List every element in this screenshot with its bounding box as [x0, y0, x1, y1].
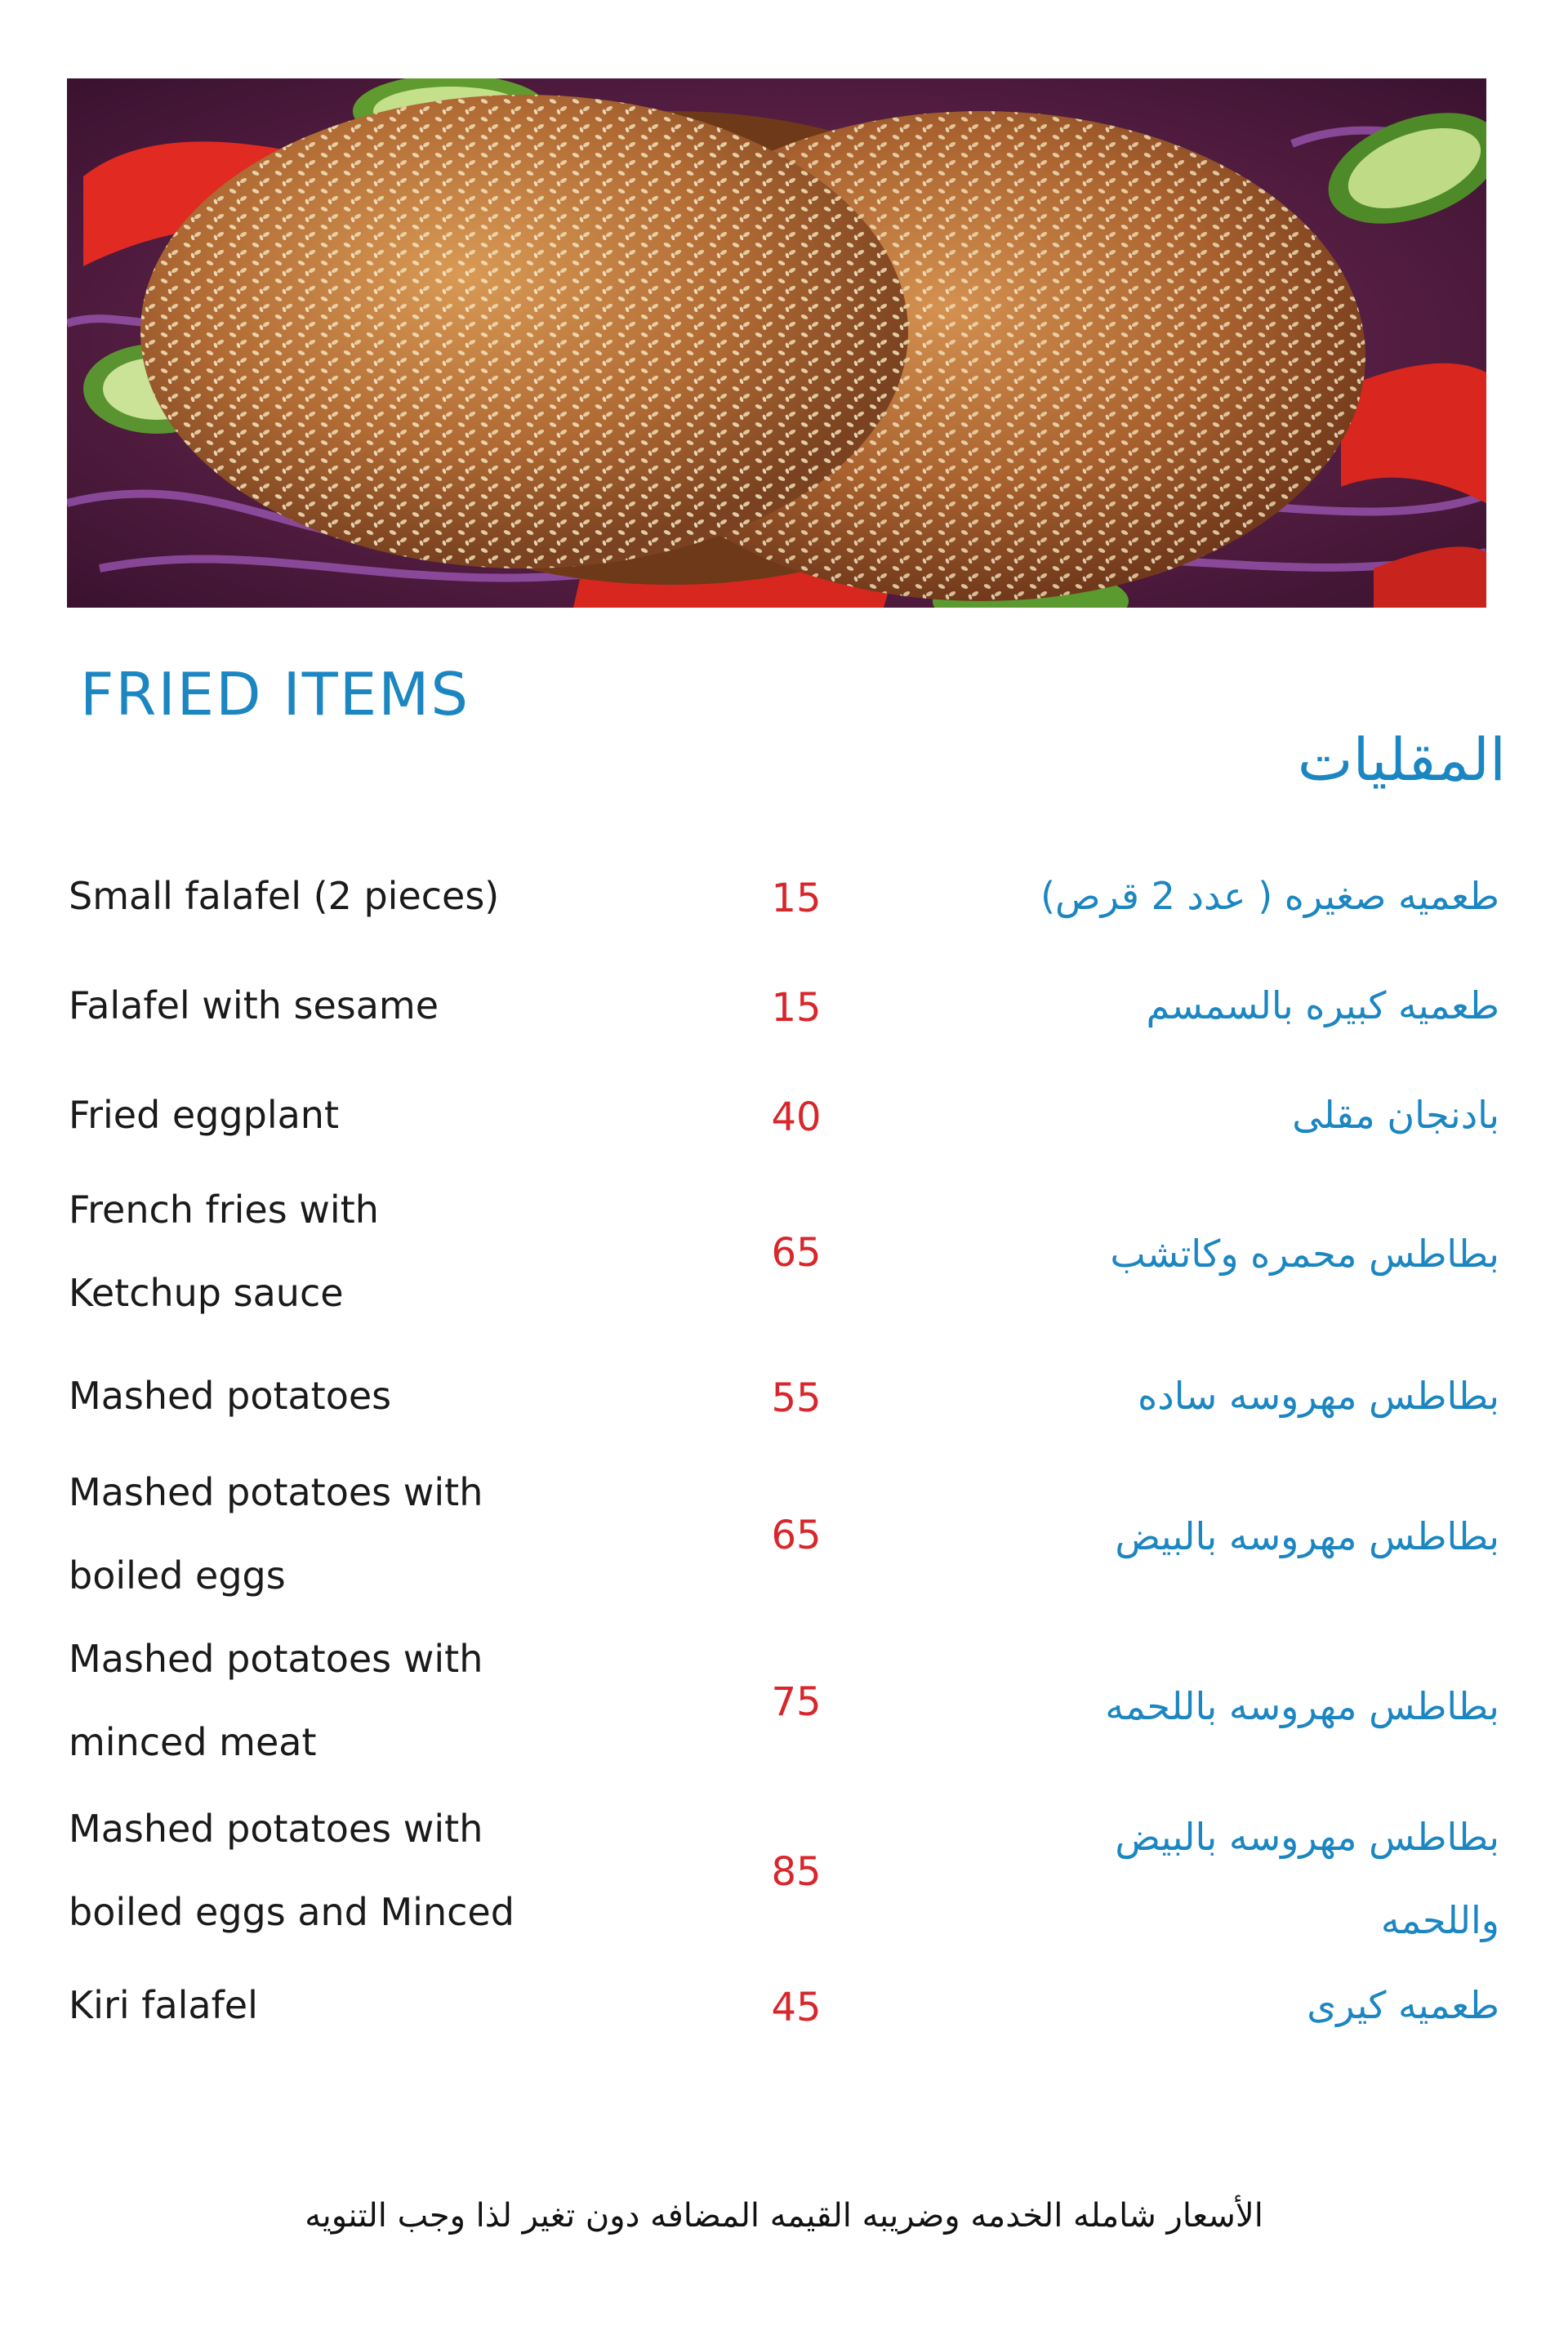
item-name-english: French fries with Ketchup sauce [69, 1188, 379, 1315]
falafel-photo [67, 78, 1486, 608]
item-name-arabic: بطاطس مهروسه ساده [1138, 1374, 1499, 1418]
item-name-arabic: طعميه صغيره ( عدد 2 قرص) [1040, 874, 1499, 918]
falafel-illustration [67, 78, 1486, 608]
item-name-arabic: بادنجان مقلى [1292, 1093, 1499, 1137]
item-price: 45 [771, 1985, 822, 2030]
item-price: 65 [771, 1513, 822, 1558]
item-price: 40 [771, 1094, 822, 1140]
item-name-arabic: طعميه كبيره بالسمسم [1146, 983, 1499, 1027]
item-name-arabic: بطاطس مهروسه بالبيض واللحمه [1115, 1815, 1499, 1942]
item-name-english: Mashed potatoes with boiled eggs and Minced [69, 1807, 514, 1934]
item-name-english: Mashed potatoes [69, 1374, 392, 1418]
item-price: 85 [771, 1849, 822, 1895]
footer-note: الأسعار شامله الخدمه وضريبه القيمه المضافه دون تغير لذا وجب التنويه [305, 2197, 1263, 2235]
item-price: 15 [771, 985, 822, 1031]
item-price: 75 [771, 1679, 822, 1725]
section-title-english: FRIED ITEMS [80, 660, 470, 729]
item-price: 15 [771, 876, 822, 921]
item-name-arabic: طعميه كيرى [1307, 1983, 1499, 2027]
item-name-english: Falafel with sesame [69, 983, 439, 1027]
item-name-english: Fried eggplant [69, 1093, 339, 1137]
item-name-english: Mashed potatoes with minced meat [69, 1637, 483, 1764]
item-name-english: Mashed potatoes with boiled eggs [69, 1470, 483, 1598]
item-price: 65 [771, 1230, 822, 1276]
section-title-arabic: المقليات [1297, 725, 1506, 794]
item-name-english: Kiri falafel [69, 1983, 258, 2027]
item-name-arabic: بطاطس مهروسه بالبيض [1115, 1514, 1499, 1558]
item-name-arabic: بطاطس مهروسه باللحمه [1105, 1684, 1499, 1728]
item-name-english: Small falafel (2 pieces) [69, 874, 500, 918]
item-name-arabic: بطاطس محمره وكاتشب [1110, 1232, 1499, 1276]
item-price: 55 [771, 1375, 822, 1421]
